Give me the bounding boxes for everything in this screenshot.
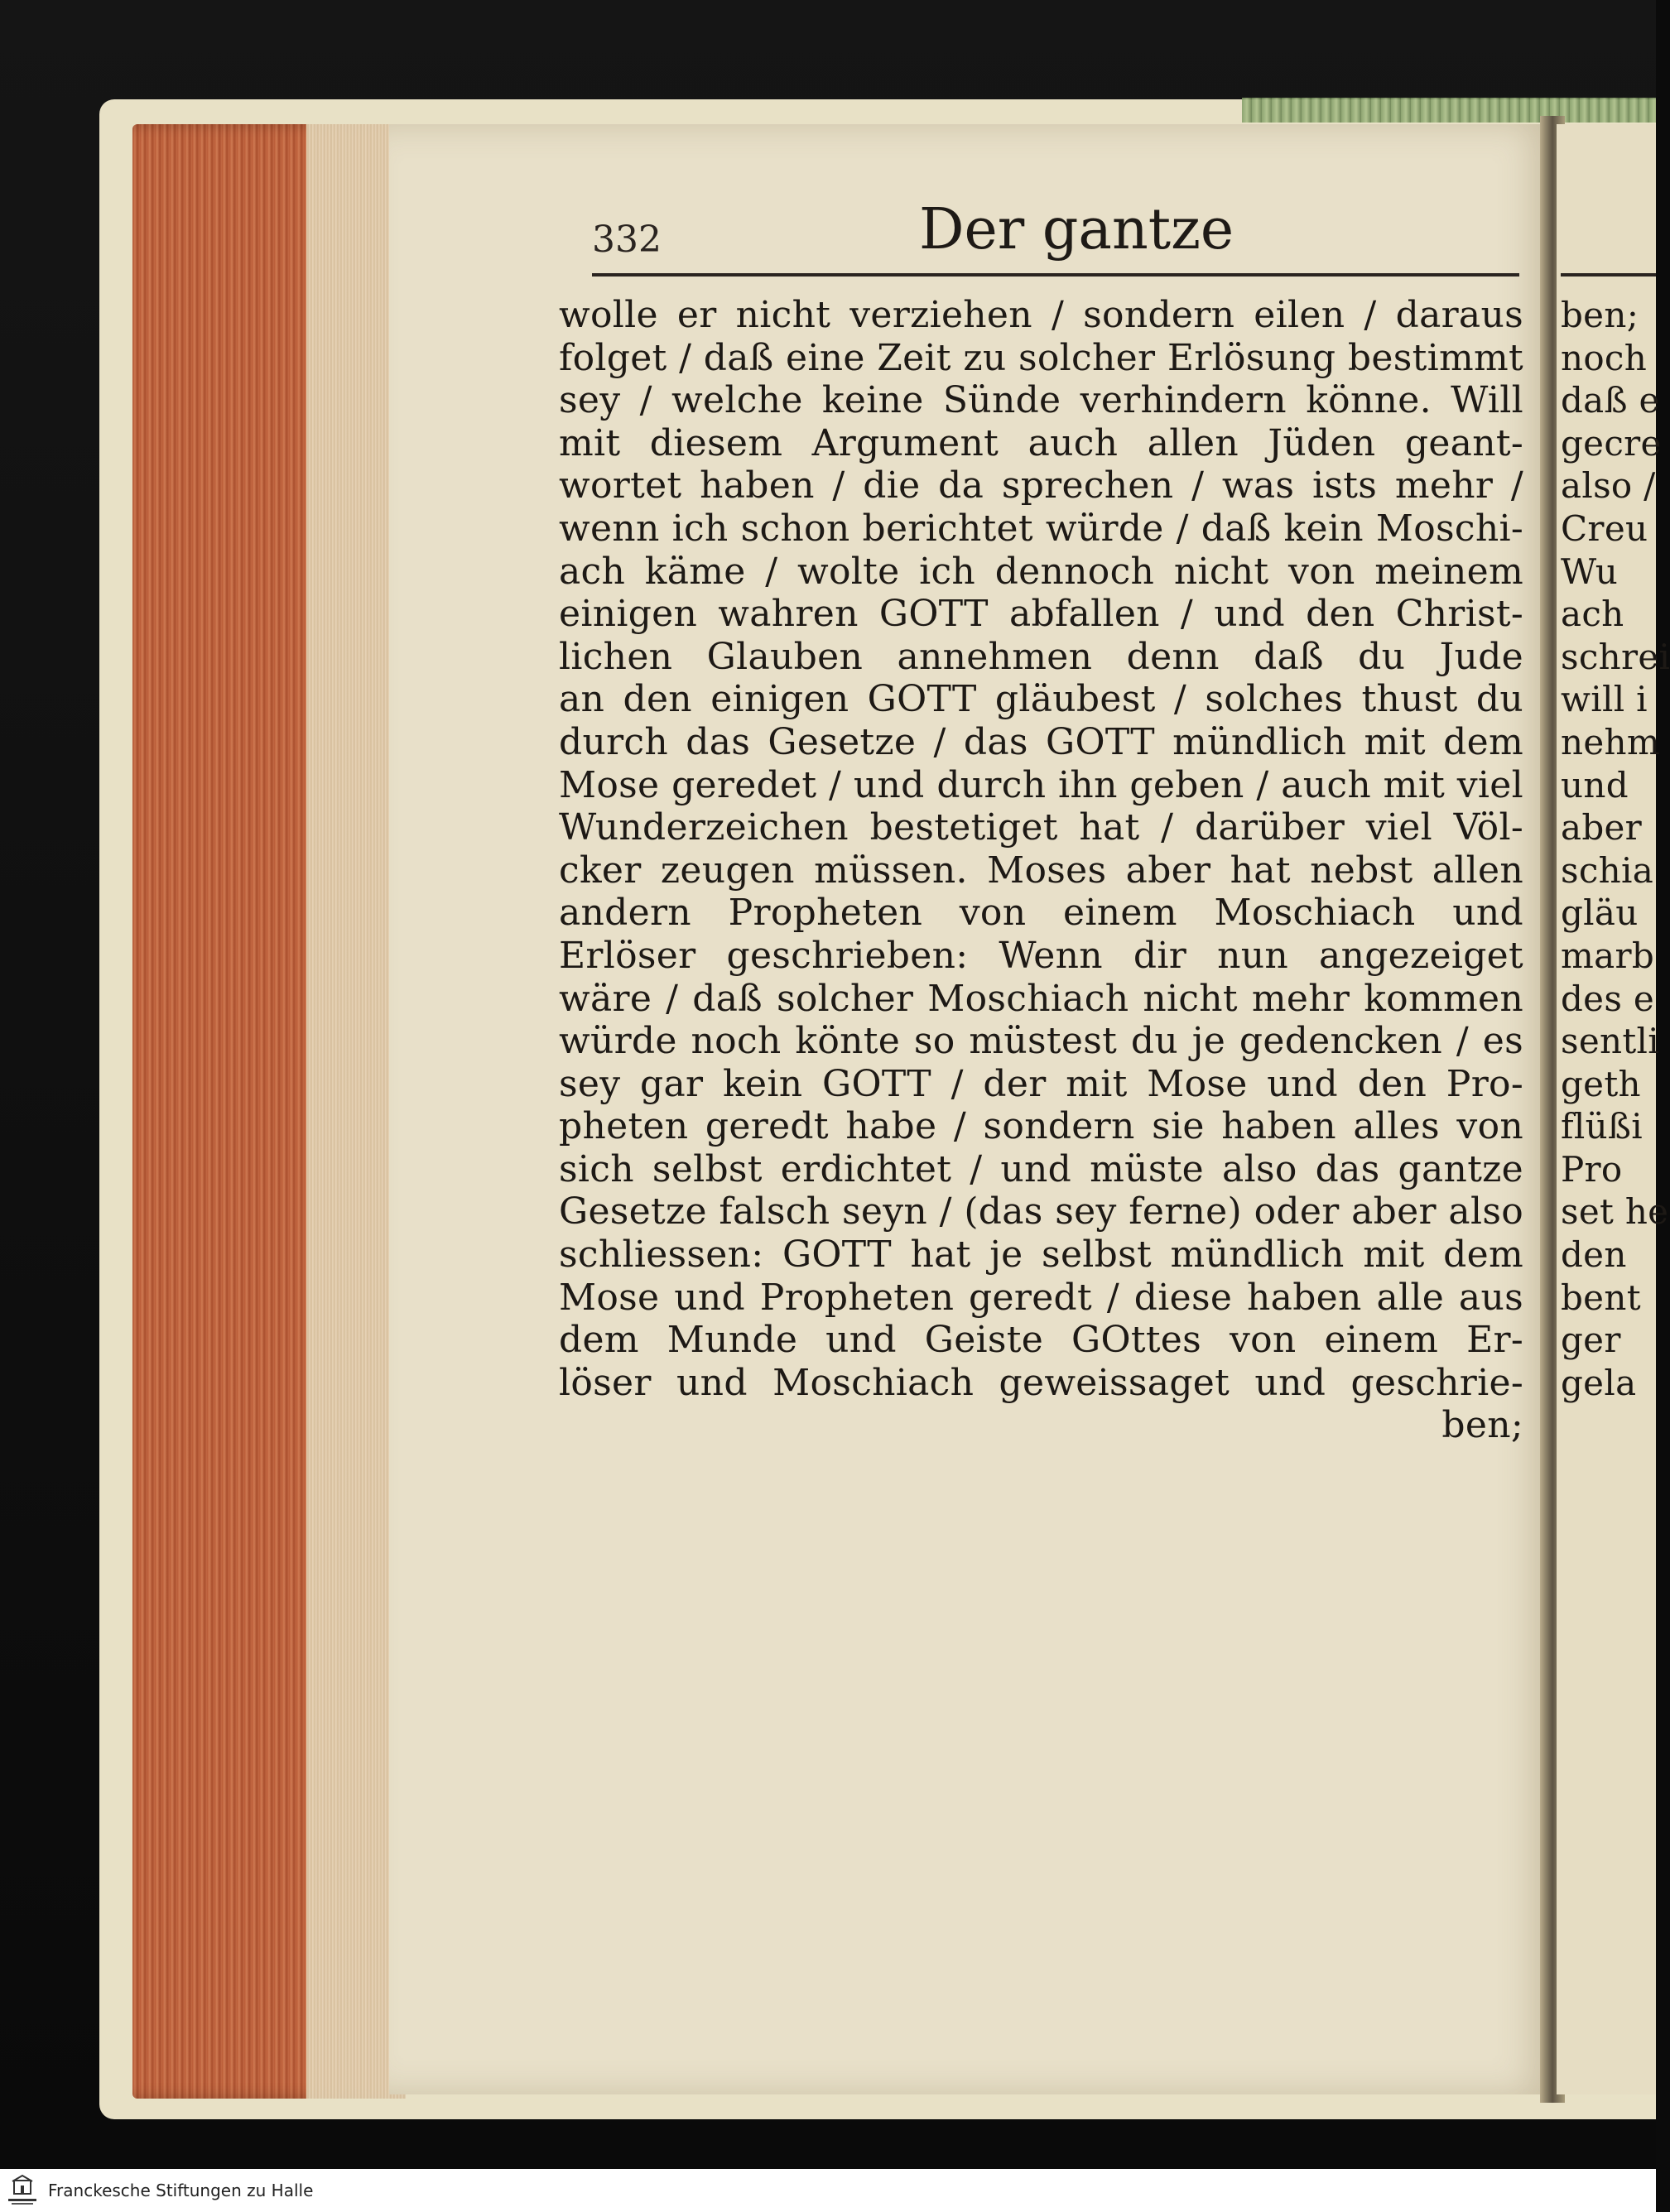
text-line-fragment: schrei — [1561, 636, 1670, 677]
text-line: würde noch könte so müstest du je gedencken / es — [559, 1020, 1523, 1063]
text-line-fragment: will i — [1561, 679, 1648, 720]
text-line: Gesetze falsch seyn / (das sey ferne) oder aber also — [559, 1190, 1523, 1233]
text-line: folget / daß eine Zeit zu solcher Erlösung bestimmt — [559, 336, 1523, 379]
text-line: lichen Glauben annehmen denn daß du Jude — [559, 635, 1523, 678]
text-line-fragment: ach — [1561, 594, 1624, 635]
text-line: andern Propheten von einem Moschiach und — [559, 892, 1523, 935]
institution-logo-icon — [5, 2174, 40, 2207]
text-line-fragment: Creu — [1561, 507, 1648, 549]
text-line-fragment: gela — [1561, 1362, 1637, 1403]
text-line-fragment: schia — [1561, 849, 1654, 891]
text-line-fragment: bent — [1561, 1277, 1641, 1318]
text-line-fragment: den — [1561, 1234, 1627, 1276]
text-line-fragment: daß e — [1561, 380, 1660, 421]
text-line-fragment: geth — [1561, 1063, 1641, 1104]
text-line-fragment: sentli — [1561, 1021, 1660, 1062]
text-line-fragment: marb — [1561, 935, 1655, 976]
right-header-rule — [1561, 273, 1656, 276]
text-line: cker zeugen müssen. Moses aber hat nebst allen — [559, 849, 1523, 892]
text-line-fragment: gläu — [1561, 892, 1639, 934]
text-line: wenn ich schon berichtet würde / daß kein Moschi- — [559, 507, 1523, 550]
text-line: wolle er nicht verziehen / sondern eilen / daraus — [559, 294, 1523, 336]
text-line: ben; — [1441, 1404, 1523, 1447]
text-line: Erlöser geschrieben: Wenn dir nun angezeiget — [559, 934, 1523, 977]
text-line-fragment: Wu — [1561, 551, 1619, 592]
running-head: Der gantze — [919, 197, 1234, 262]
text-line: dem Munde und Geiste GOttes von einem Er- — [559, 1319, 1523, 1362]
text-line: sey / welche keine Sünde verhindern könne. Will — [559, 379, 1523, 422]
left-page-text — [559, 294, 1523, 1447]
text-line-fragment: aber — [1561, 807, 1643, 849]
text-line: an den einigen GOTT gläubest / solches thust du — [559, 678, 1523, 721]
text-line-fragment: ger — [1561, 1320, 1621, 1361]
text-line-fragment: also / — [1561, 465, 1656, 507]
text-line: sich selbst erdichtet / und müste also das gantze — [559, 1147, 1523, 1190]
text-line-fragment: des e — [1561, 978, 1655, 1019]
header-rule — [592, 273, 1519, 276]
text-line-fragment: ben; — [1561, 295, 1639, 335]
text-line-fragment: Pro — [1561, 1148, 1623, 1190]
text-line: Mose geredet / und durch ihn geben / auch mit viel — [559, 763, 1523, 806]
page-edges — [132, 124, 406, 2099]
text-line: mit diesem Argument auch allen Jüden geant- — [559, 421, 1523, 464]
text-line: ach käme / wolte ich dennoch nicht von meinem — [559, 550, 1523, 593]
text-line: sey gar kein GOTT / der mit Mose und den Pro- — [559, 1062, 1523, 1105]
page-header — [592, 197, 1519, 272]
footer-bar — [0, 2169, 1656, 2212]
text-line-fragment: nehm — [1561, 721, 1660, 762]
text-line-fragment: noch — [1561, 337, 1648, 378]
footer-institution-name: Franckesche Stiftungen zu Halle — [48, 2181, 314, 2200]
text-line: wortet haben / die da sprechen / was ists mehr / — [559, 464, 1523, 507]
text-line-fragment: und — [1561, 764, 1629, 805]
text-line-fragment: gecre — [1561, 422, 1662, 464]
text-line: Wunderzeichen bestetiget hat / darüber viel Völ- — [559, 806, 1523, 849]
text-line: schliessen: GOTT hat je selbst mündlich mit dem — [559, 1233, 1523, 1277]
text-line-fragment: set he — [1561, 1191, 1669, 1233]
page-number: 332 — [592, 219, 662, 261]
text-line: pheten geredt habe / sondern sie haben alles von — [559, 1105, 1523, 1148]
spine-fabric — [1242, 98, 1656, 123]
text-line-fragment: flüßi — [1561, 1106, 1644, 1147]
text-line: durch das Gesetze / das GOTT mündlich mit dem — [559, 720, 1523, 763]
right-page-text — [1561, 294, 1670, 1404]
text-line: einigen wahren GOTT abfallen / und den Christ- — [559, 593, 1523, 636]
text-line: wäre / daß solcher Moschiach nicht mehr kommen — [559, 977, 1523, 1020]
text-line: Mose und Propheten geredt / diese haben alle aus — [559, 1276, 1523, 1319]
text-line: löser und Moschiach geweissaget und geschrie- — [559, 1361, 1523, 1404]
